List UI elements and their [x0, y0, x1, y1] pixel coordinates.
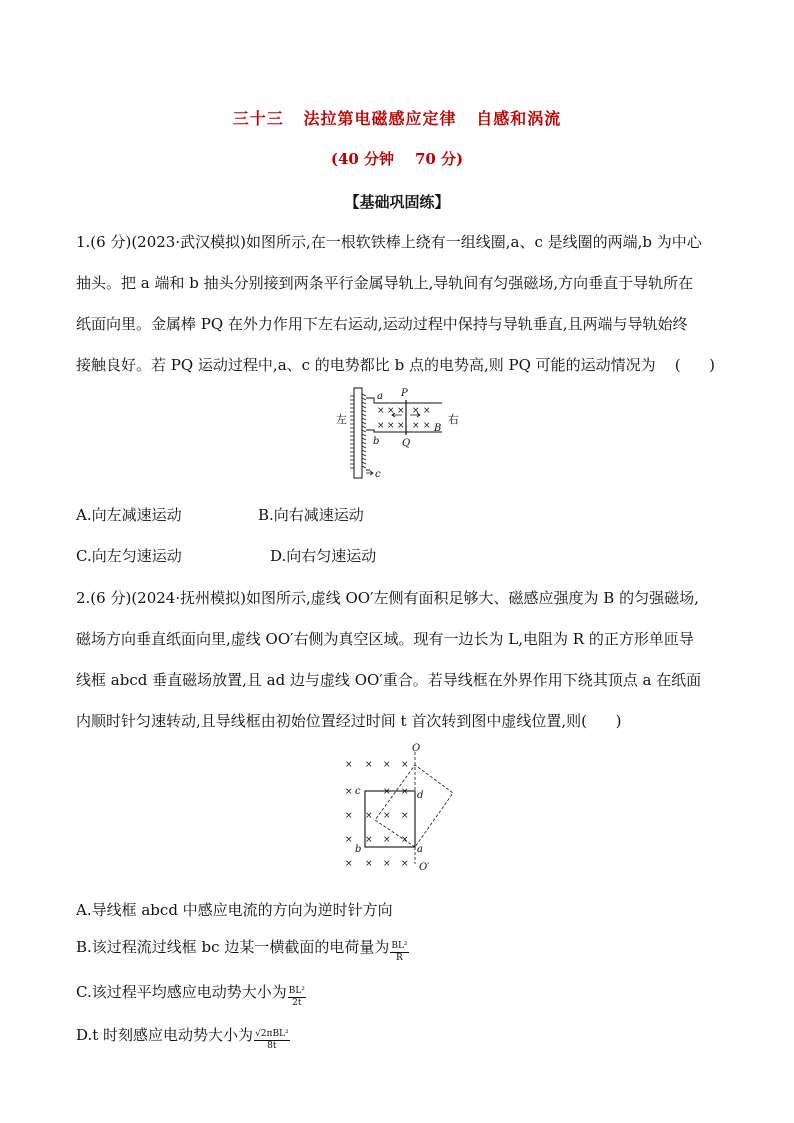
q2-option-a[interactable]: A.导线框 abcd 中感应电流的方向为逆时针方向	[76, 901, 393, 919]
field-cross: ×	[345, 787, 353, 797]
fraction	[254, 1029, 290, 1052]
field-cross: ×	[412, 406, 420, 416]
question-2-line: 2.(6 分)(2024·抚州模拟)如图所示,虚线 OO′左侧有面积足够大、磁感应强度为 B 的匀强磁场,	[76, 589, 699, 607]
label-a: a	[417, 844, 423, 855]
field-cross: ×	[345, 835, 353, 845]
label-c: c	[375, 469, 381, 480]
field-cross: ×	[383, 811, 391, 821]
question-2-line: 磁场方向垂直纸面向里,虚线 OO′右侧为真空区域。现有一边长为 L,电阻为 R 的正方形单匝导	[76, 630, 694, 648]
label-o: O	[412, 743, 421, 754]
q2-option-d[interactable]	[76, 1024, 290, 1052]
question-1-figure	[330, 384, 470, 484]
label-field-b: B	[434, 423, 442, 434]
q1-option-b[interactable]: B.向右减速运动	[258, 506, 364, 524]
label-b: b	[355, 844, 362, 855]
label-d: d	[417, 790, 424, 801]
fraction-numerator: BL²	[391, 941, 408, 951]
field-cross: ×	[365, 760, 373, 770]
lead-a	[366, 398, 406, 403]
question-1-line: 抽头。把 a 端和 b 抽头分别接到两条平行金属导轨上,导轨间有匀强磁场,方向垂直于导轨所在	[76, 274, 694, 292]
page-title: 三十三 法拉第电磁感应定律 自感和涡流	[232, 109, 562, 128]
field-cross: ×	[377, 421, 385, 431]
label-c: c	[355, 786, 361, 797]
field-cross: ×	[401, 811, 409, 821]
label-q: Q	[402, 438, 411, 449]
fraction-denominator: R	[396, 953, 403, 963]
field-cross: ×	[387, 421, 395, 431]
field-cross: ×	[401, 859, 409, 869]
field-cross: ×	[345, 811, 353, 821]
question-2-figure	[335, 742, 475, 874]
field-cross: ×	[401, 835, 409, 845]
field-cross: ×	[401, 760, 409, 770]
field-cross: ×	[423, 406, 431, 416]
fraction-denominator: 8t	[267, 1041, 277, 1051]
q1-option-d[interactable]: D.向右匀速运动	[270, 547, 377, 565]
field-cross: ×	[345, 760, 353, 770]
fraction-denominator: 2t	[292, 998, 302, 1008]
label-left: 左	[336, 413, 347, 426]
arrow-c	[366, 471, 373, 475]
q1-option-a[interactable]: A.向左减速运动	[76, 506, 182, 524]
field-cross: ×	[412, 421, 420, 431]
question-1-line: 1.(6 分)(2023·武汉模拟)如图所示,在一根软铁棒上绕有一组线圈,a、c 是线圈的两端,b 为中心	[76, 233, 702, 251]
label-p: P	[401, 388, 408, 399]
question-1-line: 纸面向里。金属棒 PQ 在外力作用下左右运动,运动过程中保持与导轨垂直,且两端与导轨始终	[76, 315, 688, 333]
question-1-line: 接触良好。若 PQ 运动过程中,a、c 的电势都比 b 点的电势高,则 PQ 可能的运动情况为 ( )	[76, 356, 716, 374]
field-cross: ×	[387, 406, 395, 416]
field-cross: ×	[383, 859, 391, 869]
fraction-numerator: BL²	[288, 986, 305, 996]
page-subtitle: (40 分钟 70 分)	[330, 150, 464, 168]
field-cross: ×	[383, 760, 391, 770]
field-cross: ×	[345, 859, 353, 869]
question-2-line: 内顺时针匀速转动,且导线框由初始位置经过时间 t 首次转到图中虚线位置,则( )	[76, 712, 622, 730]
q2-option-b[interactable]	[76, 936, 409, 964]
iron-rod	[354, 388, 362, 478]
q1-option-c[interactable]: C.向左匀速运动	[76, 547, 182, 565]
fraction	[288, 986, 306, 1009]
q2-option-d-text: D.t 时刻感应电动势大小为	[76, 1026, 254, 1044]
field-cross: ×	[365, 859, 373, 869]
section-heading: 【基础巩固练】	[344, 193, 450, 211]
field-cross: ×	[397, 406, 405, 416]
field-cross: ×	[383, 835, 391, 845]
field-cross: ×	[383, 787, 391, 797]
q2-option-c-text: C.该过程平均感应电动势大小为	[76, 983, 287, 1001]
q2-option-c[interactable]	[76, 981, 306, 1009]
label-b: b	[373, 436, 380, 447]
field-cross: ×	[365, 811, 373, 821]
question-2-text	[76, 578, 720, 742]
question-1-text	[76, 222, 720, 386]
question-2-line: 线框 abcd 垂直磁场放置,且 ad 边与虚线 OO′重合。若导线框在外界作用下绕其顶点 a 在纸面	[76, 671, 702, 689]
fraction	[390, 941, 408, 964]
label-right: 右	[448, 413, 459, 426]
label-o-prime: O′	[419, 862, 430, 873]
label-a: a	[377, 391, 383, 402]
field-cross: ×	[401, 787, 409, 797]
q2-option-b-text: B.该过程流过线框 bc 边某一横截面的电荷量为	[76, 938, 390, 956]
fraction-numerator: √2πBL²	[255, 1029, 289, 1039]
field-cross: ×	[365, 835, 373, 845]
field-cross: ×	[377, 406, 385, 416]
field-cross: ×	[397, 421, 405, 431]
field-cross: ×	[423, 421, 431, 431]
